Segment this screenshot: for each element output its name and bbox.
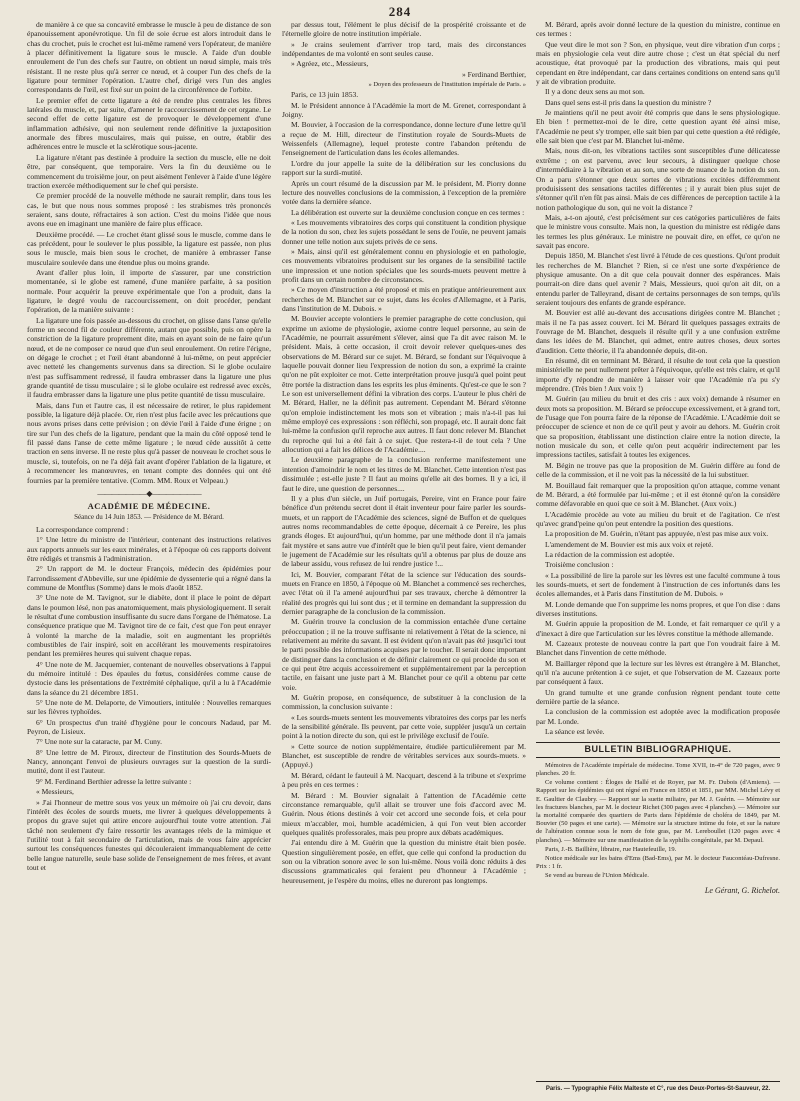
paragraph: La séance est levée. [545, 727, 605, 737]
paragraph: » Agréez, etc., Messieurs, [291, 59, 369, 69]
paragraph: Mais, nous dit-on, les vibrations tactiles sont susceptibles d'une délicatesse extrême ; on est parvenu, avec leur secours, à distinguer quelque chose d'intermédiaire à la vibration et au son, une sorte de nuance de la notion du son. On a paru s'étonner que deux sortes de vibrations excitées différemment produisissent des sensations tactiles différentes ; il y aurait bien plus sujet de s'étonner qu'il n'en fût pas ainsi. Mais de ces différences de perception tactile à la notion pathologique du son, qui ne voit la distance ? [536, 146, 780, 212]
bulletin-entry: Notice médicale sur les bains d'Ems (Bad-Ems), par M. le docteur Faucontéau-Dufresne. Prix : 1 fr. [536, 855, 780, 871]
paragraph: » Cette source de notion supplémentaire, étudiée particulièrement par M. Blanchet, est susceptible de rendre de véritables services aux sourds-muets. » (Appuyé.) [282, 741, 526, 770]
paragraph: Mais, a-t-on ajouté, c'est précisément sur ces catégories particulières de faits que le ministre vous consulte. Mais non, la question du ministre est rédigée dans les termes les plus généraux. Le ministre ne pouvait dire, en effet, ce qu'on ne savait pas encore. [536, 212, 780, 250]
paragraph: Un grand tumulte et une grande confusion règnent pendant toute cette dernière partie de la séance. [536, 687, 780, 707]
paragraph: » Ferdinand Berthier, [461, 69, 526, 79]
paragraph: Je maintiens qu'il ne peut avoir été compris que dans le sens physiologique. Eh bien ! permettez-moi de le dire, cette question ayant été ainsi mise, l'Académie ne peut s'y tromper, elle sait bien par qui cette question a été rédigée, elle sait bien que c'est par M. Blanchet lui-même. [536, 108, 780, 146]
paragraph: Dans quel sens est-il pris dans la question du ministre ? [545, 97, 712, 107]
paragraph: M. Guérin (au milieu du bruit et des cris : aux voix) demande à résumer en deux mots sa proposition. M. Bérard se préoccupe excessivement, et à grand tort, de l'usage que l'on pourra faire de la réponse de l'Académie. L'Académie doit se préoccuper de science et non de ce qu'il peut y avoir au dehors. M. Guérin croit que sa proposition, établissant une distinction claire entre la notion directe, la notion musicale du son, et celle qu'on peut acquérir indirectement par les impressions tactiles, satisfait à toutes les exigences. [536, 394, 780, 460]
paragraph: La délibération est ouverte sur la deuxième conclusion conçue en ces termes : [291, 207, 525, 217]
printer-footer: Paris. — Typographie Félix Malteste et C°, rue des Deux-Portes-St-Sauveur, 22. [545, 1086, 771, 1092]
paragraph: M. Bérard, après avoir donné lecture de la question du ministre, continue en ces termes : [536, 20, 780, 39]
section-ornament: ―――――――◆――――――― [97, 488, 201, 498]
paragraph: Ici, M. Bouvier, comparant l'état de la science sur l'éducation des sourds-muets en France en 1850, à l'époque où M. Blanchet a commencé ses recherches, avec l'état où il l'a amené aujourd'hui par ses travaux, cherche à démontrer la réalité des progrès qui lui sont dus ; et il termine en demandant la suppression du dernier paragraphe de la conclusion de la commission. [282, 569, 526, 616]
paragraph: » Mais, ainsi qu'il est généralement connu en physiologie et en pathologie, ces mouvements vibratoires produisent sur les organes de la sensibilité tactile une impression et une notion spéciales que les sourds-muets peuvent mettre à profit dans un certain nombre de circonstances. [282, 246, 526, 284]
paragraph: Mais, dans l'un et l'autre cas, il est nécessaire de retirer, le plus rapidement possible, la ligature déjà placée. Or, rien n'est plus facile avec les précautions que nous avons prises dans cette prévision ; on dévie l'œil à l'aide d'une érigne ; on tire sur l'un des chefs de la ligature, pendant que la main du côté opposé tend le fil passé dans l'anse de cette même ligature ; le nœud cède aussitôt à cette traction en sens inverse. Il ne reste plus qu'à passer de nouveau le crochet sous le muscle, si, toutefois, on ne l'a déjà fait avant d'opérer l'ablation de la ligature, et à recommencer les manœuvres, en tenant compte des données qui ont été fournies par la première tentative. (Comm. MM. Roux et Velpeau.) [27, 400, 271, 485]
paragraph: L'amendement de M. Bouvier est mis aux voix et rejeté. [545, 539, 714, 549]
bulletin-entry: Se vend au bureau de l'Union Médicale. [545, 872, 649, 880]
paragraph: » J'ai l'honneur de mettre sous vos yeux un mémoire où j'ai cru devoir, dans l'intérêt des écoles de sourds muets, me livrer à quelques développements à propos du grave sujet qui attire encore aujourd'hui toute votre attention. J'ai tâché non seulement d'y faire ressortir les avantages réels de la mimique et l'utilité tout à fait secondaire de l'articulation, mais de vous faire apprécier surtout les conséquences funestes qui découleraient immanquablement de cette belle langue naturelle, seule base solide de l'enseignement de mes frères, et avant tout et [27, 797, 271, 872]
paragraph: Ce premier procédé de la nouvelle méthode ne saurait remplir, dans tous les cas, le but que nous nous sommes proposé : les strabismes très prononcés seraient, sans doute, réfractaires à son action. C'est du moins l'idée que nous avons eue en imaginant une manière de faire plus efficace. [27, 191, 271, 229]
page-number: 284 [388, 4, 412, 19]
paragraph: » Ce moyen d'instruction a été proposé et mis en pratique antérieurement aux recherches de M. Blanchet sur ce sujet, dans les écoles d'Allemagne, et à Paris, dans l'institution de M. Dubois. » [282, 285, 526, 313]
paragraph: L'ordre du jour appelle la suite de la délibération sur les conclusions du rapport sur la surdi-mutité. [282, 158, 526, 178]
paragraph: Il y a donc deux sens au mot son. [545, 87, 645, 97]
paragraph: M. Baillarger répond que la lecture sur les lèvres est étrangère à M. Blanchet, qu'il n'a aucune prétention à ce sujet, et que l'observation de M. Cazeaux porte par conséquent à faux. [536, 658, 780, 687]
paragraph: La proposition de M. Guérin, n'étant pas appuyée, n'est pas mise aux voix. [545, 529, 769, 539]
paragraph: de manière à ce que sa concavité embrasse le muscle à peu de distance de son épanouissement aponévrotique. Un fil de soie écrue est alors introduit dans le chas du crochet, puis le crochet est lui-même ramené vers l'opérateur, de manière à placer définitivement la ligature sous le muscle. A l'aide d'un double enroulement de l'un des chefs sur l'autre, on obtient un nœud simple, mais très résistant. Il ne reste plus qu'à serrer ce nœud, et à couper l'un des chefs de la ligature pour terminer l'opération. L'autre chef, dirigé vers l'un des angles correspondants de l'œil, est fixé sur un point de la circonférence de l'orbite. [27, 20, 271, 95]
paragraph: » Doyen des professeurs de l'institution impériale de Paris. » [368, 81, 526, 89]
column-1-article [27, 20, 271, 485]
paragraph: Paris, ce 13 juin 1853. [291, 90, 359, 100]
paragraph: « Messieurs, [36, 787, 74, 797]
paragraph: 2° Un rapport de M. le docteur François, médecin des épidémies pour l'arrondissement d'Abbeville, sur une épidémie de dyssenterie qui a régné dans la commune de Montflus (Somme) dans le mois d'août 1852. [27, 564, 271, 592]
paragraph: Le premier effet de cette ligature a été de rendre plus centrales les fibres latérales du muscle, et, par suite, d'amener le raccourcissement de cet organe. Le second effet de cette ligature est de provoquer le développement d'une inflammation adhésive, qui non seulement rende définitive la juxtaposition anormale des fibres musculaires, mais qui puisse, en outre, établir des adhérences entre le muscle et la sclérotique sous-jacente. [27, 95, 271, 152]
paragraph: M. Cazeaux proteste de nouveau contre la part que l'on voudrait faire à M. Blanchet dans l'invention de cette méthode. [536, 639, 780, 658]
gerant-signature: Le Gérant, G. Richelot. [704, 885, 780, 895]
academy-session: Séance du 14 Juin 1853. — Présidence de M. Bérard. [74, 512, 224, 521]
paragraph: Troisième conclusion : [545, 560, 614, 570]
column-3-article [536, 20, 780, 736]
paragraph: M. le Président annonce à l'Académie la mort de M. Grenet, correspondant à Joigny. [282, 100, 526, 120]
paragraph: M. Bouvier est allé au-devant des accusations dirigées contre M. Blanchet ; mais il ne l'a pas assez couvert. Ici M. Bérard lit quelques passages extraits de l'ouvrage de M. Blanchet, desquels il résulte qu'il y a une confusion extrême dans les idées de M. Blanchet, qui admet, entre autres choses, deux sortes d'audition. Cette théorie, il l'a abandonnée depuis, dit-on. [536, 308, 780, 355]
footer-rule [536, 1081, 780, 1082]
column-1 [27, 20, 271, 1080]
paragraph: La ligature n'étant pas destinée à produire la section du muscle, elle ne doit être, par conséquent, que temporaire. Vers la fin du deuxième ou le commencement du troisième jour, on peut aisément l'enlever à l'aide d'une légère traction exercée méthodiquement sur le chef qui persiste. [27, 152, 271, 190]
column-2-article [282, 20, 526, 885]
academy-report [27, 525, 271, 872]
paragraph: La ligature une fois passée au-dessous du crochet, on glisse dans l'anse qu'elle forme un second fil de couleur différente, autant que possible, puis on opère la constriction de la ligature proprement dite, mais en ayant soin de ne faire qu'un nœud, et de ne composer ce nœud que d'un seul enroulement. On retire l'érigne, on dégage le crochet ; et l'œil étant abandonné à lui-même, on peut apprécier avec netteté les changements survenus dans sa direction. Si le globe oculaire n'est pas suffisamment redressé, il faudra embrasser dans la ligature une plus grande quantité de tissu musculaire ; si le globe oculaire est redressé avec excès, il faudra embrasser dans la ligature une plus petite quantité de tissu musculaire. [27, 315, 271, 400]
paragraph: 1° Une lettre du ministre de l'intérieur, contenant des instructions relatives aux rapports annuels sur les eaux minérales, et à l'époque où ces rapports doivent être rédigés et transmis à l'administration. [27, 535, 271, 563]
paragraph: M. Bérard : M. Bouvier signalait à l'attention de l'Académie cette circonstance remarquable, qu'il allait se trouver une fois d'accord avec M. Guérin. Nous étions destinés à voir cet accord une seconde fois, et cela pour mieux m'accabler, moi, humble académicien, à qui l'on veut bien accorder quelques qualités professorales, mais peu propre aux débats académiques. [282, 790, 526, 837]
bulletin-entry: Ce volume contient : Éloges de Hallé et de Royer, par M. Fr. Dubois (d'Amiens). — Rapport sur les épidémies qui ont régné en France en 1850 et 1851, par MM. Michel Lévy et E. Gaultier de Claubry. — Rapport sur la suette miliaire, par M. J. Guérin. — Mémoire sur les fractures blanches, par M. le docteur Richet (300 pages avec 4 planches). — Mémoire sur la mortalité comparée des quartiers de Paris dans l'épidémie de choléra de 1849, par M. Bouvier (50 pages et une carte). — Mémoire sur la structure intime du foie, et sur la nature de l'altération connue sous le nom de foie gras, par M. Lereboullet (120 pages avec 4 planches). — Mémoire sur une manifestation de la syphilis congénitale, par M. Depaul. [536, 779, 780, 844]
bulletin-title: BULLETIN BIBLIOGRAPHIQUE. [536, 742, 780, 757]
paragraph: La rédaction de la commission est adoptée. [545, 549, 675, 559]
paragraph: M. Bouvier accepte volontiers le premier paragraphe de cette conclusion, qui exprime un axiome de physiologie, axiome contre lequel personne, au sein de l'Académie, ne pourrait assurément s'élever, ainsi que l'a dit avec raison M. le président. Mais, à cette occasion, il croit devoir relever quelques-unes des observations de M. Bérard sur ce sujet. M. Bérard, se fondant sur l'équivoque à laquelle pouvait donner lieu l'expression de notion du son, a exprimé la crainte qu'on ne pût exploiter ce mot. Cette interprétation prouve jusqu'à quel point peut être portée la distraction dans les esprits les plus éminents. Qu'est-ce que le son ? Le son est universellement défini la vibration des corps. L'auteur le plus chéri de M. Bérard, Haller, ne la définit pas autrement. Cependant M. Bérard s'étonne qu'on emploie indistinctement les mots son et vibration ; mais n'a-t-il pas lui même employé ces expressions : son réfléchi, son propagé, etc. Il aurait donc fait lui-même la confusion qu'il reproche aux autres. Il faut donc relever M. Blanchet du reproche qui lui a été fait à ce sujet. Que restera-t-il de tout cela ? Une allocution qui a fait les délices de l'Académie.... [282, 314, 526, 455]
paragraph: Que veut dire le mot son ? Son, en physique, veut dire vibration d'un corps ; mais en physiologie cela veut dire autre chose ; c'est un état spécial du nerf acoustique, état provoqué par la production des vibrations, mais qui peut cependant en être indépendant, car dans certaines conditions on entend sans qu'il y ait de vibration produite. [536, 39, 780, 87]
paragraph: M. Guérin propose, en conséquence, de substituer à la conclusion de la commission, la conclusion suivante : [282, 693, 526, 712]
paragraph: Après un court résumé de la discussion par M. le président, M. Piorry donne lecture des nouvelles conclusions de la commission, à l'exception de la première votée dans la dernière séance. [282, 178, 526, 207]
paragraph: 5° Une note de M. Delaporte, de Vimoutiers, intitulée : Nouvelles remarques sur les fièvres typhoïdes. [27, 698, 271, 717]
paragraph: « Les sourds-muets sentent les mouvements vibratoires des corps par les nerfs de la sensibilité générale. Ils peuvent, par cette voie, suppléer jusqu'à un certain point à la notion directe du son, qui est le privilège exclusif de l'ouïe. [282, 712, 526, 741]
paragraph: 8° Une lettre de M. Piroux, directeur de l'institution des Sourds-Muets de Nancy, annonçant l'envoi de plusieurs ouvrages sur la question de la surdi-mutité, dont il est l'auteur. [27, 747, 271, 776]
paragraph: Il y a plus d'un siècle, un Juif portugais, Pereire, vint en France pour faire bénéfice d'un prétendu secret dont il était inventeur pour faire parler les sourds-muets, et un rapport de l'Académie des sciences, signé de Buffon et de quelques autres noms recommandables de cette époque, décernait à ce Pereire, les plus grands éloges. Et aujourd'hui, qu'un homme, par une méthode dont il n'a jamais fait mystère et sans autre vue d'intérêt que le bien qu'il peut faire, vient demander le jugement de l'Académie sur les résultats qu'il a obtenus par plus de douze ans de labeur assidu, vous refusez de lui rendre justice !... [282, 493, 526, 569]
paragraph: M. Guérin trouve la conclusion de la commission entachée d'une certaine préoccupation ; il ne la trouve suffisante ni relativement à l'état de la science, ni relativement au mérite du savant. Il est évident qu'on n'avait pas été jusqu'ici tout le parti possible des informations acquises par le toucher. Il serait donc important de distinguer dans la conclusion et de définir clairement ce qui procède du son et ce qui peut être acquis accessoirement et supplémentairement par la perception tactile, en faisant une juste part à M. Blanchet pour ce qu'il a obtenu par cette voie. [282, 617, 526, 692]
column-2 [282, 20, 526, 1080]
column-3 [536, 20, 780, 1078]
paragraph: par dessus tout, l'élément le plus décisif de la prospérité croissante et de l'éternelle gloire de notre institution impériale. [282, 20, 526, 39]
paragraph: Avant d'aller plus loin, il importe de s'assurer, par une constriction momentanée, si le globe est ramené, d'une manière parfaite, à sa position normale. Pour acquérir la preuve expérimentale que l'on a produit, dans la ligature, le degré voulu de raccourcissement, on doit procéder, pendant l'opération, de la manière suivante : [27, 267, 271, 315]
paragraph: M. Bouillaud fait remarquer que la proposition qu'on attaque, comme venant de M. Bérard, a été formulée par lui-même ; et il est étonné qu'on la considère comme défavorable en quoi que ce soit à M. Blanchet. (Aux voix.) [536, 480, 780, 509]
paragraph: M. Bouvier, à l'occasion de la correspondance, donne lecture d'une lettre qu'il a reçue de M. Hill, directeur de l'institution royale de Sourds-Muets de Weissenfels (Allemagne), lequel proteste contre l'abandon prétendu de l'enseignement de l'articulation dans les écoles allemandes. [282, 120, 526, 158]
paragraph: « Les mouvements vibratoires des corps qui constituent la condition physique de la notion du son, chez les sujets possédant le sens de l'ouïe, ne peuvent jamais donner une telle notion aux sujets privés de ce sens. [282, 217, 526, 246]
paragraph: La correspondance comprend : [36, 524, 129, 534]
paragraph: 6° Un prospectus d'un traité d'hygiène pour le concours Nadaud, par M. Peyron, de Lisieux. [27, 717, 271, 737]
paragraph: 3° Une note de M. Tavignot, sur le diabète, dont il place le point de départ dans le poumon lésé, non pas anatomiquement, mais physiologiquement. Il serait le résultat d'une combustion insuffisante du sucre dans l'organe de l'hématose. La conséquence pratique que M. Tavignot tire de ce fait, c'est que l'on peut enrayer à volonté la marche de la maladie, soit en augmentant les propriétés combustibles de l'air inspiré, soit en accélérant les mouvements respiratoires pendant les premières heures qui suivent chaque repas. [27, 593, 271, 659]
paragraph: J'ai entendu dire à M. Guérin que la question du ministre était bien posée. Question singulièrement posée, en effet, que celle qui confond la production du son ou la vibration sonore avec le son lui-même. Nous voilà donc réduits à des discussions grammaticales qui feraient peu d'honneur à l'Académie ; heureusement, je l'espère du moins, elles ne dureront pas longtemps. [282, 838, 526, 885]
paragraph: M. Guérin appuie la proposition de M. Londe, et fait remarquer ce qu'il y a d'inexact à dire que l'articulation sur les lèvres constitue la méthode allemande. [536, 619, 780, 638]
paragraph: En résumé, dit en terminant M. Bérard, il résulte de tout cela que la question ministérielle ne peut nullement prêter à l'équivoque, qu'elle est très claire, et qu'il importe d'y répondre de manière à laisser voir que l'Académie n'a pu s'y méprendre. (Très bien ! Aux voix !) [536, 356, 780, 394]
paragraph: M. Bérard, cédant le fauteuil à M. Nacquart, descend à la tribune et s'exprime à peu près en ces termes : [282, 770, 526, 790]
paragraph: La conclusion de la commission est adoptée avec la modification proposée par M. Londe. [536, 707, 780, 726]
paragraph: L'Académie procède au vote au milieu du bruit et de l'agitation. Ce n'est qu'avec grand'peine qu'on peut entendre la position des questions. [536, 509, 780, 528]
paragraph: 9° M. Ferdinand Berthier adresse la lettre suivante : [36, 776, 192, 786]
paragraph: M. Bégin ne trouve pas que la proposition de M. Guérin diffère au fond de celle de la commission, et il ne voit pas la nécessité de la lui substituer. [536, 460, 780, 480]
paragraph: M. Londe demande que l'on supprime les noms propres, et que l'on dise : dans diverses institutions. [536, 599, 780, 618]
paragraph: » Je crains seulement d'arriver trop tard, mais des circonstances indépendantes de ma volonté en sont seules cause. [282, 39, 526, 59]
paragraph: Deuxième procédé. — Le crochet étant glissé sous le muscle, comme dans le cas précédent, pour le soulever le plus possible, la ligature est passée, non plus sous le muscle, mais bien sous le crochet, de manière à embrasser l'anse musculaire soulevée dans une étendue plus ou moins grande. [27, 229, 271, 267]
paragraph: Le deuxième paragraphe de la conclusion renferme manifestement une intention d'amoindrir le nom et les titres de M. Blanchet. Cette intention n'est pas dissimulée ; est-elle juste ? Il faut au moins qu'elle ait des bornes. Il y a ici, il faut le dire, une question de personnes.... [282, 455, 526, 493]
bulletin-entry: Paris, J.-B. Baillière, libraire, rue Hautefeuille, 19. [545, 845, 677, 853]
paragraph: Depuis 1850, M. Blanchet s'est livré à l'étude de ces questions. Qu'ont produit les recherches de M. Blanchet ? Rien, si ce n'est une sorte d'expérience de physique amusante. On a dit que cela pouvait donner des espérances. Mais pourrait-on dire dans quel avenir ? Mais, Messieurs, quoi qu'on ait dit, on a entendu parler de Talleyrand, disant de certains personnages de son temps, qu'ils seraient toujours des enfants de grande espérance. [536, 251, 780, 307]
bulletin-entry: Mémoires de l'Académie impériale de médecine. Tome XVII, in-4° de 720 pages, avec 9 planches. 20 fr. [536, 761, 780, 777]
paragraph: 4° Une note de M. Jacquemier, contenant de nouvelles observations à l'appui du mémoire intitulé : Des épaules du fœtus, considérées comme cause de dystocie dans les présentations de l'extrémité céphalique, qu'il a lu à l'Académie dans la séance du 21 décembre 1851. [27, 659, 271, 697]
academy-title: ACADÉMIE DE MÉDECINE. [87, 501, 211, 512]
bulletin-entries [536, 762, 780, 881]
paragraph: « La possibilité de lire la parole sur les lèvres est une faculté commune à tous les sourds-muets, et sert de fondement à l'instruction de ces infortunés dans les écoles allemandes, et à Paris dans l'institution de M. Dubois. » [536, 570, 780, 599]
paragraph: 7° Une note sur la cataracte, par M. Cuny. [36, 737, 163, 747]
